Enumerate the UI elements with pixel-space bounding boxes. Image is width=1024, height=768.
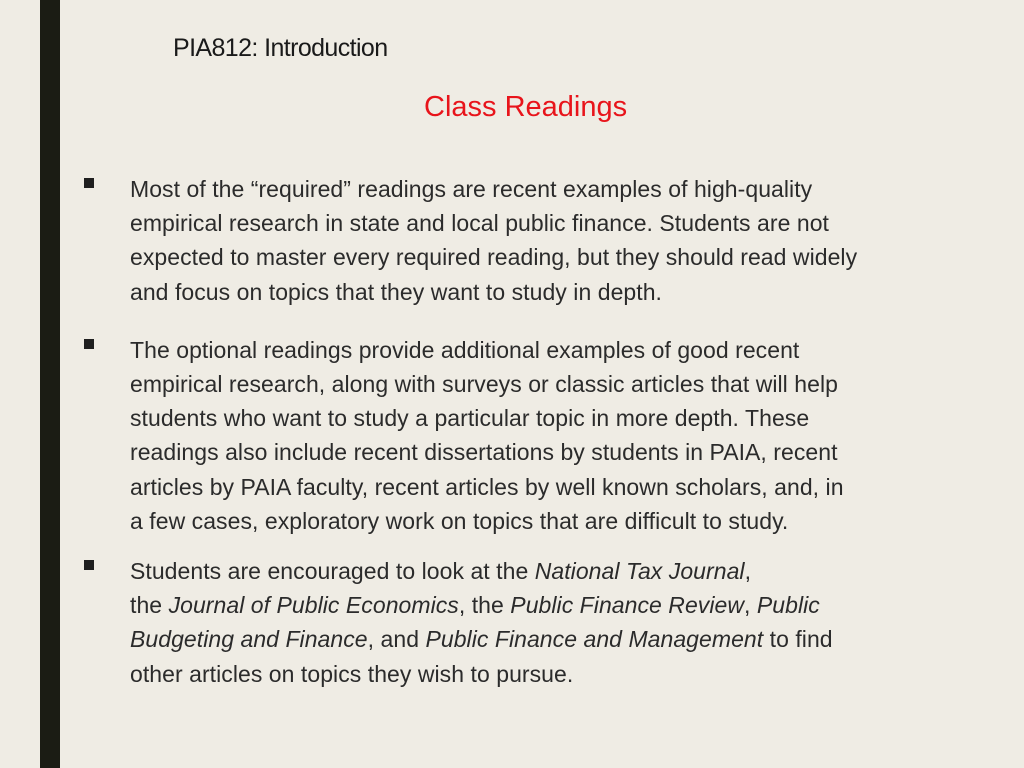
square-bullet-icon xyxy=(84,339,94,349)
bullet-line: empirical research, along with surveys or classic articles that will help xyxy=(130,371,838,398)
text-segment: , and xyxy=(367,626,426,653)
bullet-line: expected to master every required reading, but they should read widely xyxy=(130,244,858,271)
journal-title: Budgeting and Finance xyxy=(130,626,368,653)
bullet-line: readings also include recent dissertations by students in PAIA, recent xyxy=(130,439,838,466)
text-segment: Students are encouraged to look at the xyxy=(130,558,535,585)
bullet-line: and focus on topics that they want to study in depth. xyxy=(130,278,662,305)
bullet-line xyxy=(130,622,1000,656)
course-header: PIA812: Introduction xyxy=(173,34,388,62)
text-segment: , xyxy=(744,592,757,619)
slide-title: Class Readings xyxy=(424,91,628,123)
text-segment: to find xyxy=(763,626,833,653)
square-bullet-icon xyxy=(84,178,94,188)
text-segment: , the xyxy=(458,592,511,619)
left-accent-bar xyxy=(40,0,60,768)
journal-title: Public Finance Review xyxy=(510,592,745,619)
journal-title: Journal of Public Economics xyxy=(168,592,459,619)
journal-title: National Tax Journal xyxy=(534,558,745,585)
bullet-line: empirical research in state and local public finance. Students are not xyxy=(130,210,830,237)
bullet-required-readings xyxy=(80,172,1000,309)
journal-title: Public xyxy=(756,592,820,619)
text-segment: , xyxy=(744,558,752,585)
text-segment: the xyxy=(130,592,169,619)
bullet-line: other articles on topics they wish to pursue. xyxy=(130,660,574,687)
bullet-journals xyxy=(80,554,1000,691)
journal-title: Public Finance and Management xyxy=(425,626,764,653)
square-bullet-icon xyxy=(84,560,94,570)
bullet-line: The optional readings provide additional examples of good recent xyxy=(130,336,800,363)
readings-bullet-list xyxy=(80,172,1000,691)
bullet-optional-readings xyxy=(80,333,1000,538)
bullet-line: Most of the “required” readings are recent examples of high-quality xyxy=(130,176,813,202)
bullet-line: students who want to study a particular topic in more depth. These xyxy=(130,405,810,432)
bullet-line xyxy=(130,554,1000,588)
bullet-line: a few cases, exploratory work on topics that are difficult to study. xyxy=(130,507,789,534)
bullet-line xyxy=(130,588,1000,622)
bullet-line: articles by PAIA faculty, recent articles by well known scholars, and, in xyxy=(130,473,844,500)
